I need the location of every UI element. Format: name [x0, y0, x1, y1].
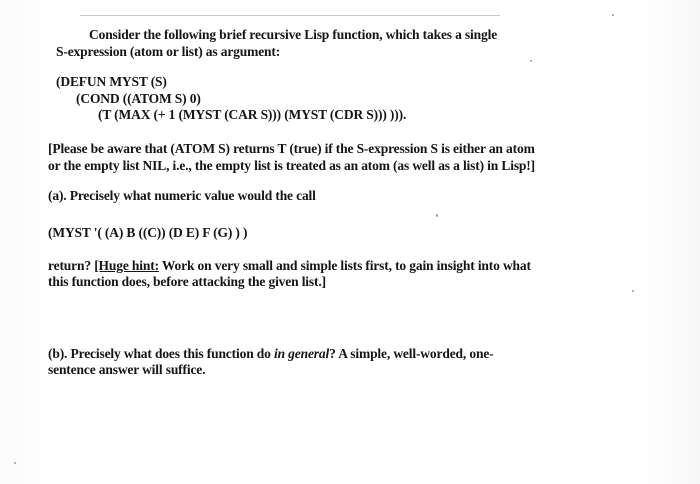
part-b-prefix: (b). Precisely what does this function do	[48, 346, 274, 361]
part-a-hint-line-1	[48, 258, 531, 274]
part-b-line-1	[48, 346, 494, 362]
code-line-1: (DEFUN MYST (S)	[56, 74, 167, 89]
part-a-call: (MYST '( (A) B ((C)) (D E) F (G) ) )	[48, 225, 248, 240]
part-a-question: (a). Precisely what numeric value would the call	[48, 188, 316, 203]
scan-speck	[14, 462, 16, 464]
scan-speck	[436, 214, 438, 217]
code-line-2: (COND ((ATOM S) 0)	[76, 91, 201, 106]
top-edge-line	[80, 15, 500, 16]
part-b-line-2: sentence answer will suffice.	[48, 362, 206, 377]
hint-label: [Huge hint:	[94, 258, 159, 273]
intro-line-2: S-expression (atom or list) as argument:	[56, 44, 281, 59]
part-a-hint-line-2: this function does, before attacking the given list.]	[48, 274, 326, 289]
part-b-italic: in general	[273, 346, 330, 361]
note-line-1: [Please be aware that (ATOM S) returns T (true) if the S-expression S is either an atom	[48, 141, 535, 156]
note-line-2: or the empty list NIL, i.e., the empty list is treated as an atom (as well as a list) in Lisp!]	[48, 158, 535, 173]
scan-speck	[632, 290, 634, 292]
scan-speck	[530, 60, 532, 62]
intro-line-1: Consider the following brief recursive Lisp function, which takes a single	[89, 27, 498, 42]
return-word: return?	[48, 258, 91, 273]
code-line-3: (T (MAX (+ 1 (MYST (CAR S))) (MYST (CDR S))) ))).	[98, 107, 407, 122]
part-b-suffix: ? A simple, well-worded, one-	[329, 346, 494, 361]
hint-text: Work on very small and simple lists first, to gain insight into what	[158, 258, 531, 273]
scan-speck	[612, 14, 614, 16]
